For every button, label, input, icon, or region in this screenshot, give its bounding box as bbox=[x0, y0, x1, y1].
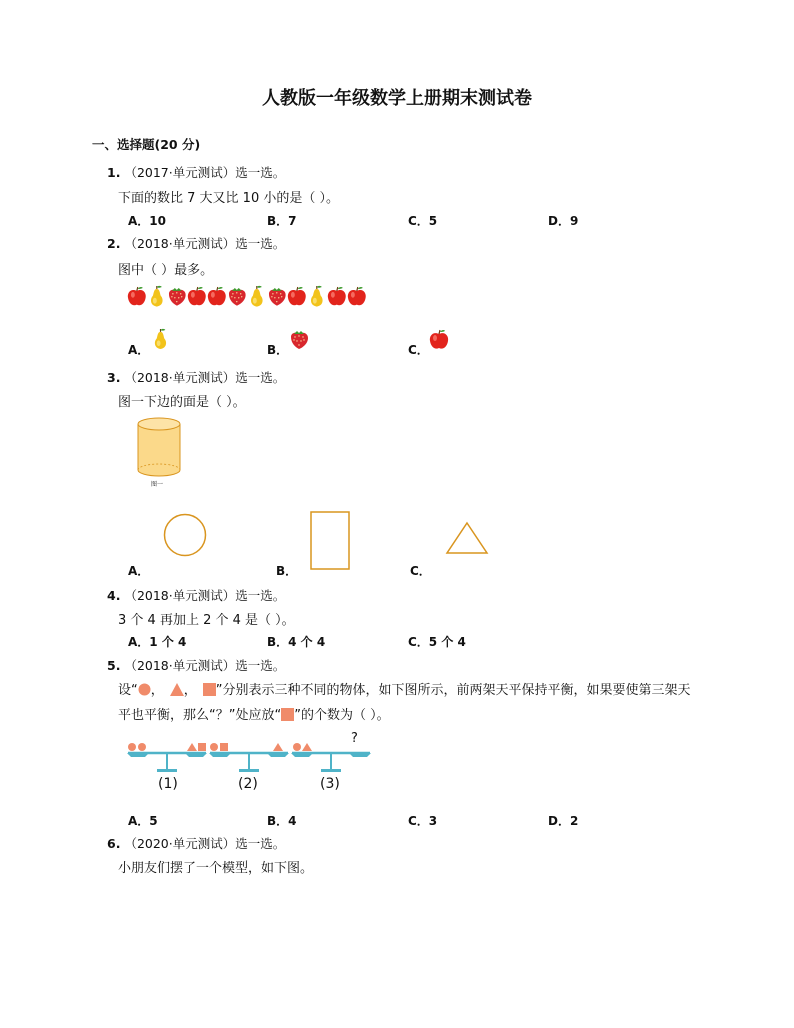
balance-2 bbox=[209, 743, 289, 772]
question-3-text: 图一下边的面是（ ）。 bbox=[118, 395, 246, 410]
pear-icon bbox=[151, 286, 163, 307]
question-number: 2. bbox=[107, 236, 121, 251]
strawberry-icon bbox=[291, 331, 308, 349]
option-c[interactable]: C． bbox=[410, 564, 431, 578]
option-a[interactable]: A．10 bbox=[128, 214, 166, 228]
question-4-header bbox=[107, 586, 285, 604]
balance-label-3: (3) bbox=[320, 776, 340, 792]
question-instruction: 选一选。 bbox=[235, 658, 286, 673]
fruit-row-figure bbox=[127, 284, 372, 310]
question-3-header bbox=[107, 368, 285, 386]
option-a[interactable]: A． bbox=[128, 343, 150, 357]
option-c[interactable]: C．5 个 4 bbox=[408, 635, 466, 649]
question-number: 5. bbox=[107, 658, 121, 673]
question-5-header bbox=[107, 656, 285, 674]
apple-icon bbox=[208, 287, 226, 305]
circle-shape bbox=[163, 513, 209, 559]
question-number: 3. bbox=[107, 370, 121, 385]
question-5-text-line-1: 设“ ， ， ”分别表示三种不同的物体，如下图所示，前两架天平保持平衡，如果要使第三架天 bbox=[118, 683, 691, 698]
apple-icon bbox=[430, 330, 448, 349]
strawberry-icon bbox=[289, 329, 311, 349]
question-number: 6. bbox=[107, 836, 121, 851]
pear-icon bbox=[155, 329, 166, 349]
option-a[interactable]: A． bbox=[128, 564, 150, 578]
question-1-text: 下面的数比 7 大又比 10 小的是（ ）。 bbox=[118, 191, 339, 206]
triangle-icon bbox=[170, 683, 184, 696]
balance-label-1: (1) bbox=[158, 776, 178, 792]
question-6-header bbox=[107, 834, 285, 852]
option-d[interactable]: D．9 bbox=[548, 214, 579, 228]
strawberry-icon bbox=[269, 288, 286, 306]
option-c[interactable]: C． bbox=[408, 343, 429, 357]
question-6-text: 小朋友们摆了一个模型，如下图。 bbox=[118, 861, 314, 876]
question-source: （2018·单元测试） bbox=[124, 658, 236, 673]
option-b[interactable]: B．7 bbox=[267, 214, 297, 228]
section-heading: 一、选择题(20 分) bbox=[92, 137, 201, 152]
pear-icon bbox=[151, 327, 171, 351]
triangle-shape bbox=[446, 521, 490, 557]
question-number: 4. bbox=[107, 588, 121, 603]
pear-icon bbox=[311, 286, 323, 307]
option-b[interactable]: B．4 bbox=[267, 814, 297, 828]
square-icon bbox=[281, 708, 294, 721]
page-title: 人教版一年级数学上册期末测试卷 bbox=[262, 88, 532, 109]
option-b[interactable]: B． bbox=[267, 343, 289, 357]
question-instruction: 选一选。 bbox=[235, 165, 286, 180]
option-a[interactable]: A．1 个 4 bbox=[128, 635, 187, 649]
option-a[interactable]: A．5 bbox=[128, 814, 158, 828]
question-4-text: 3 个 4 再加上 2 个 4 是（ ）。 bbox=[118, 613, 295, 628]
option-c[interactable]: C．3 bbox=[408, 814, 438, 828]
strawberry-icon bbox=[229, 288, 246, 306]
question-instruction: 选一选。 bbox=[235, 370, 286, 385]
apple-icon bbox=[188, 287, 206, 305]
question-2-text: 图中（ ）最多。 bbox=[118, 263, 214, 278]
question-mark: ? bbox=[351, 731, 358, 746]
question-source: （2020·单元测试） bbox=[124, 836, 236, 851]
question-1-header bbox=[107, 163, 285, 181]
question-instruction: 选一选。 bbox=[235, 836, 286, 851]
apple-icon bbox=[348, 287, 366, 305]
question-instruction: 选一选。 bbox=[235, 588, 286, 603]
apple-icon bbox=[429, 328, 451, 350]
question-source: （2018·单元测试） bbox=[124, 236, 236, 251]
figure-caption: 图一 bbox=[151, 481, 164, 488]
question-instruction: 选一选。 bbox=[235, 236, 286, 251]
strawberry-icon bbox=[169, 288, 186, 306]
question-2-header bbox=[107, 234, 285, 252]
circle-icon bbox=[138, 683, 151, 696]
question-source: （2018·单元测试） bbox=[124, 370, 236, 385]
question-source: （2017·单元测试） bbox=[124, 165, 236, 180]
square-icon bbox=[203, 683, 216, 696]
balance-label-2: (2) bbox=[238, 776, 258, 792]
pear-icon bbox=[251, 286, 263, 307]
question-source: （2018·单元测试） bbox=[124, 588, 236, 603]
balance-3 bbox=[291, 743, 371, 772]
option-b[interactable]: B． bbox=[276, 564, 298, 578]
apple-icon bbox=[288, 287, 306, 305]
balance-1 bbox=[127, 743, 207, 772]
question-5-text-line-2: 平也平衡，那么“？”处应放“ ”的个数为（ ）。 bbox=[118, 708, 390, 723]
rectangle-shape bbox=[310, 510, 352, 572]
apple-icon bbox=[328, 287, 346, 305]
question-number: 1. bbox=[107, 165, 121, 180]
option-b[interactable]: B．4 个 4 bbox=[267, 635, 326, 649]
apple-icon bbox=[128, 287, 146, 305]
option-c[interactable]: C．5 bbox=[408, 214, 438, 228]
cylinder-figure bbox=[136, 416, 182, 478]
option-d[interactable]: D．2 bbox=[548, 814, 579, 828]
